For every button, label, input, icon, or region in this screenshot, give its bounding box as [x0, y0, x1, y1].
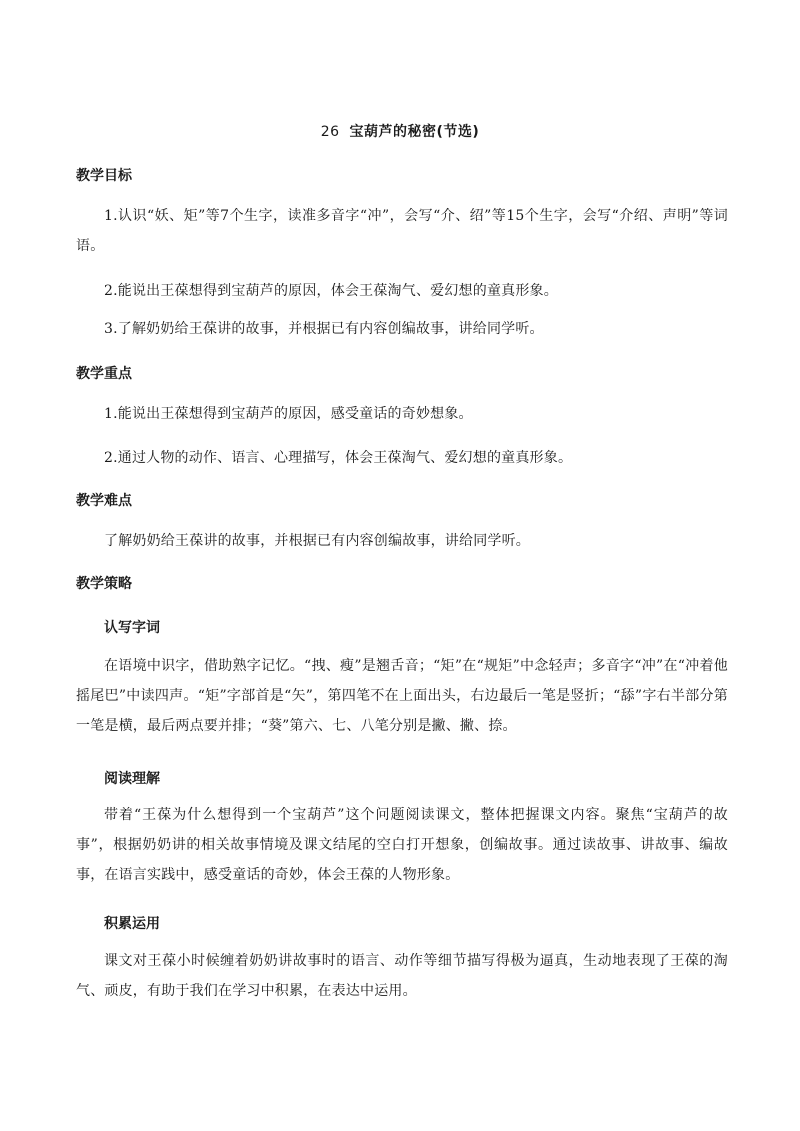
- difficulties-heading: 教学难点: [76, 493, 132, 509]
- goal-item-2: 2.能说出王葆想得到宝葫芦的原因，体会王葆淘气、爱幻想的童真形象。: [104, 283, 558, 299]
- goals-heading: 教学目标: [76, 168, 132, 184]
- literacy-subheading: 认写字词: [104, 620, 160, 636]
- lesson-title: [0, 121, 800, 141]
- reading-subheading: 阅读理解: [104, 771, 160, 787]
- difficulties-text: 了解奶奶给王葆讲的故事，并根据已有内容创编故事，讲给同学听。: [104, 533, 530, 549]
- application-text: 课文对王葆小时候缠着奶奶讲故事时的语言、动作等细节描写得极为逼真，生动地表现了王葆的淘气、顽皮，有助于我们在学习中积累，在表达中运用。: [76, 953, 728, 999]
- goal-item-1: 1.认识“妖、矩”等7个生字，读准多音字“冲”，会写“介、绍”等15个生字，会写“介绍、声明”等词语。: [76, 208, 728, 254]
- lesson-title-text: 宝葫芦的秘密(节选): [349, 124, 480, 140]
- key-point-item-2: 2.通过人物的动作、语言、心理描写，体会王葆淘气、爱幻想的童真形象。: [104, 450, 573, 466]
- strategies-heading: 教学策略: [76, 576, 132, 592]
- key-points-heading: 教学重点: [76, 366, 132, 382]
- reading-text: 带着“王葆为什么想得到一个宝葫芦”这个问题阅读课文，整体把握课文内容。聚焦“宝葫芦的故事”，根据奶奶讲的相关故事情境及课文结尾的空白打开想象，创编故事。通过读故事、讲故事、编故事，在语言实践中，感受童话的奇妙，体会王葆的人物形象。: [76, 807, 728, 883]
- literacy-text: 在语境中识字，借助熟字记忆。“拽、瘦”是翘舌音；“矩”在“规矩”中念轻声；多音字“冲”在“冲着他摇尾巴”中读四声。“矩”字部首是“矢”，第四笔不在上面出头，右边最后一笔是竖折；“舔”字右半部分第一笔是横，最后两点要并排；“葵”第六、七、八笔分别是撇、撇、捺。: [76, 658, 728, 734]
- application-subheading: 积累运用: [104, 916, 160, 932]
- key-point-item-1: 1.能说出王葆想得到宝葫芦的原因，感受童话的奇妙想象。: [104, 406, 473, 422]
- lesson-number: 26: [320, 124, 340, 140]
- goal-item-3: 3.了解奶奶给王葆讲的故事，并根据已有内容创编故事，讲给同学听。: [104, 321, 544, 337]
